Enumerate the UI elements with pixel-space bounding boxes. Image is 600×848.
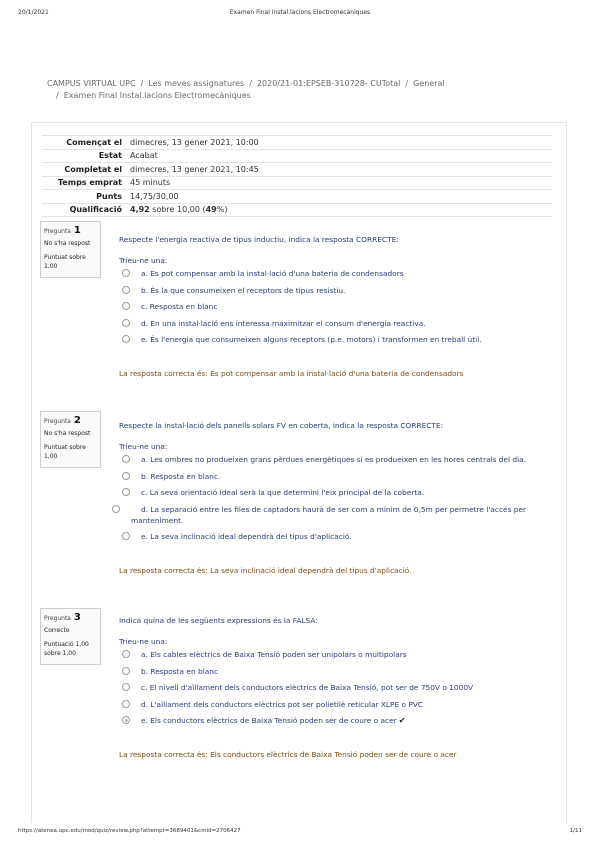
answer-label: e. La seva inclinació ideal dependrà del tipus d'aplicació.	[141, 532, 352, 541]
radio-button[interactable]	[122, 667, 130, 675]
answer-option[interactable]	[119, 285, 539, 296]
answer-list	[119, 649, 539, 726]
right-answer: La resposta correcta és: Es pot compensar amb la instal·lació d'una bateria de condensadors	[119, 369, 464, 378]
print-page-number: 1/11	[569, 828, 582, 834]
radio-button[interactable]	[122, 319, 130, 327]
summary-row-time	[42, 176, 552, 190]
answer-label: a. Es pot compensar amb la instal·lació d'una bateria de condensadors	[141, 269, 404, 278]
answer-option[interactable]	[119, 471, 539, 482]
answer-option[interactable]	[119, 301, 539, 312]
summary-value	[126, 203, 552, 217]
question-content-2	[119, 420, 539, 576]
radio-button[interactable]	[122, 286, 130, 294]
grade-value: 4,92	[130, 205, 150, 215]
summary-value: 14,75/30,00	[126, 190, 552, 204]
right-answer: La resposta correcta és: Els conductors elèctrics de Baixa Tensió poden ser de coure o acer	[119, 750, 457, 759]
radio-button[interactable]	[122, 269, 130, 277]
breadcrumb-separator: /	[56, 91, 59, 100]
breadcrumb-general[interactable]: General	[413, 79, 445, 88]
radio-button-selected[interactable]	[122, 716, 130, 724]
answer-label: a. Les ombres no produeixen grans pèrdues energètiques si es produeixen en les hores centrals del dia.	[141, 455, 527, 464]
radio-button[interactable]	[112, 505, 120, 513]
answer-option[interactable]	[119, 334, 539, 345]
question-info-2	[40, 411, 101, 468]
radio-button[interactable]	[122, 700, 130, 708]
answer-option[interactable]	[119, 487, 539, 498]
answer-option[interactable]	[119, 649, 539, 660]
question-content-3	[119, 615, 539, 760]
radio-button[interactable]	[122, 532, 130, 540]
answer-option[interactable]	[119, 682, 539, 693]
summary-label: Estat	[42, 149, 126, 163]
question-info-1	[40, 221, 101, 278]
answer-label: e. És l'energia que consumeixen alguns receptors (p.e. motors) i transformen en treball útil.	[141, 335, 482, 344]
answer-label: b. Resposta en blanc.	[141, 471, 221, 481]
radio-button[interactable]	[122, 650, 130, 658]
question-prompt: Trieu-ne una:	[119, 442, 168, 451]
question-label: Pregunta	[44, 615, 71, 622]
breadcrumb-separator: /	[140, 79, 144, 88]
answer-option[interactable]	[119, 699, 539, 710]
summary-label: Qualificació	[42, 203, 126, 217]
question-state: Correcte	[44, 627, 70, 634]
answer-option[interactable]	[119, 504, 539, 526]
print-url: https://atenea.upc.edu/mod/quiz/review.php?attempt=3689401&cmid=2706427	[18, 828, 241, 834]
answer-label: d. En una instal·lació ens interessa maximitzar el consum d'energia reactiva.	[141, 318, 426, 328]
summary-value: 45 minuts	[126, 176, 552, 190]
question-grade: Puntuació 1,00 sobre 1,00	[44, 641, 89, 657]
question-label: Pregunta	[44, 418, 71, 425]
print-title: Examen Final Instal.lacions Electromecàniques	[229, 9, 371, 16]
radio-button[interactable]	[122, 302, 130, 310]
answer-option[interactable]	[119, 268, 539, 279]
summary-value: dimecres, 13 gener 2021, 10:00	[126, 136, 552, 150]
print-date: 20/1/2021	[18, 9, 49, 16]
answer-option-selected[interactable]	[119, 715, 539, 726]
summary-value: Acabat	[126, 149, 552, 163]
summary-row-state	[42, 149, 552, 163]
breadcrumb-current[interactable]: Examen Final Instal.lacions Electromecàniques	[63, 91, 251, 100]
answer-list	[119, 268, 539, 345]
question-number-value: 3	[73, 612, 81, 623]
quiz-review-card	[31, 122, 567, 823]
breadcrumb-course[interactable]: 2020/21-01:EPSEB-310728- CUTotal	[256, 79, 401, 88]
question-prompt: Trieu-ne una:	[119, 637, 168, 646]
breadcrumb-campus[interactable]: CAMPUS VIRTUAL UPC	[47, 79, 136, 88]
answer-label: c. Resposta en blanc	[141, 302, 218, 311]
question-prompt: Trieu-ne una:	[119, 256, 168, 265]
grade-percent: 49	[205, 205, 217, 215]
grade-scale: sobre 10,00 (	[149, 205, 206, 215]
answer-label: d. La separació entre les files de captadors haurà de ser com a mínim de 0,5m per permetre l'accés per manteniment.	[131, 504, 527, 525]
summary-label: Punts	[42, 190, 126, 204]
answer-option[interactable]	[119, 666, 539, 677]
summary-label: Temps emprat	[42, 176, 126, 190]
attempt-summary-table	[42, 135, 552, 217]
summary-row-completed	[42, 163, 552, 177]
answer-label: e. Els conductors elèctrics de Baixa Tensió poden ser de coure o acer	[141, 716, 397, 725]
answer-label: d. L'aïllament dels conductors elèctrics pot ser polietilè reticular XLPE o PVC	[141, 699, 424, 709]
summary-row-marks	[42, 190, 552, 204]
question-number	[44, 226, 97, 236]
question-state: No s'ha respost	[44, 240, 91, 247]
question-number	[44, 613, 97, 623]
question-number-value: 1	[73, 225, 81, 236]
answer-label: c. El nivell d'aïllament dels conductors elèctrics de Baixa Tensió, pot ser de 750V o 1000V	[141, 683, 474, 692]
question-number	[44, 416, 97, 426]
answer-list	[119, 454, 539, 542]
question-number-value: 2	[73, 415, 81, 426]
grade-scale-end: %)	[216, 205, 228, 215]
radio-button[interactable]	[122, 488, 130, 496]
breadcrumb	[47, 78, 547, 102]
radio-button[interactable]	[122, 335, 130, 343]
summary-label: Completat el	[42, 163, 126, 177]
answer-label: a. Els cables elèctrics de Baixa Tensió poden ser unipolars o multipolars	[141, 650, 407, 659]
print-header	[18, 9, 582, 19]
breadcrumb-my-courses[interactable]: Les meves assignatures	[148, 79, 245, 88]
right-answer: La resposta correcta és: La seva inclinació ideal dependrà del tipus d'aplicació.	[119, 566, 412, 575]
answer-label: b. És la que consumeixen el receptors de tipus resistiu.	[141, 285, 346, 295]
question-info-3	[40, 608, 101, 665]
summary-row-grade	[42, 203, 552, 217]
answer-option[interactable]	[119, 454, 539, 465]
summary-label: Començat el	[42, 136, 126, 150]
question-text: Respecte la instal·lació dels panells solars FV en coberta, indica la resposta CORRECTE:	[119, 421, 444, 430]
radio-button[interactable]	[122, 472, 130, 480]
summary-value: dimecres, 13 gener 2021, 10:45	[126, 163, 552, 177]
breadcrumb-separator: /	[249, 79, 252, 88]
radio-button[interactable]	[122, 683, 130, 691]
question-label: Pregunta	[44, 228, 71, 235]
question-grade: Puntuat sobre 1,00	[44, 444, 86, 460]
answer-label: b. Resposta en blanc	[141, 666, 219, 676]
question-state: No s'ha respost	[44, 430, 91, 437]
question-grade: Puntuat sobre 1,00	[44, 254, 86, 270]
summary-row-started	[42, 136, 552, 150]
answer-option[interactable]	[119, 531, 539, 542]
question-content-1	[119, 234, 539, 379]
breadcrumb-separator: /	[405, 79, 409, 88]
radio-button[interactable]	[122, 455, 130, 463]
answer-option[interactable]	[119, 318, 539, 329]
print-footer	[18, 828, 582, 838]
check-icon: ✔	[398, 716, 406, 725]
question-text: Respecte l'energia reactiva de tipus inductiu, indica la resposta CORRECTE:	[119, 235, 399, 244]
answer-label: c. La seva orientació ideal serà la que determini l'eix principal de la coberta.	[141, 488, 425, 497]
question-text: Indica quina de les següents expressions és la FALSA:	[119, 616, 318, 625]
